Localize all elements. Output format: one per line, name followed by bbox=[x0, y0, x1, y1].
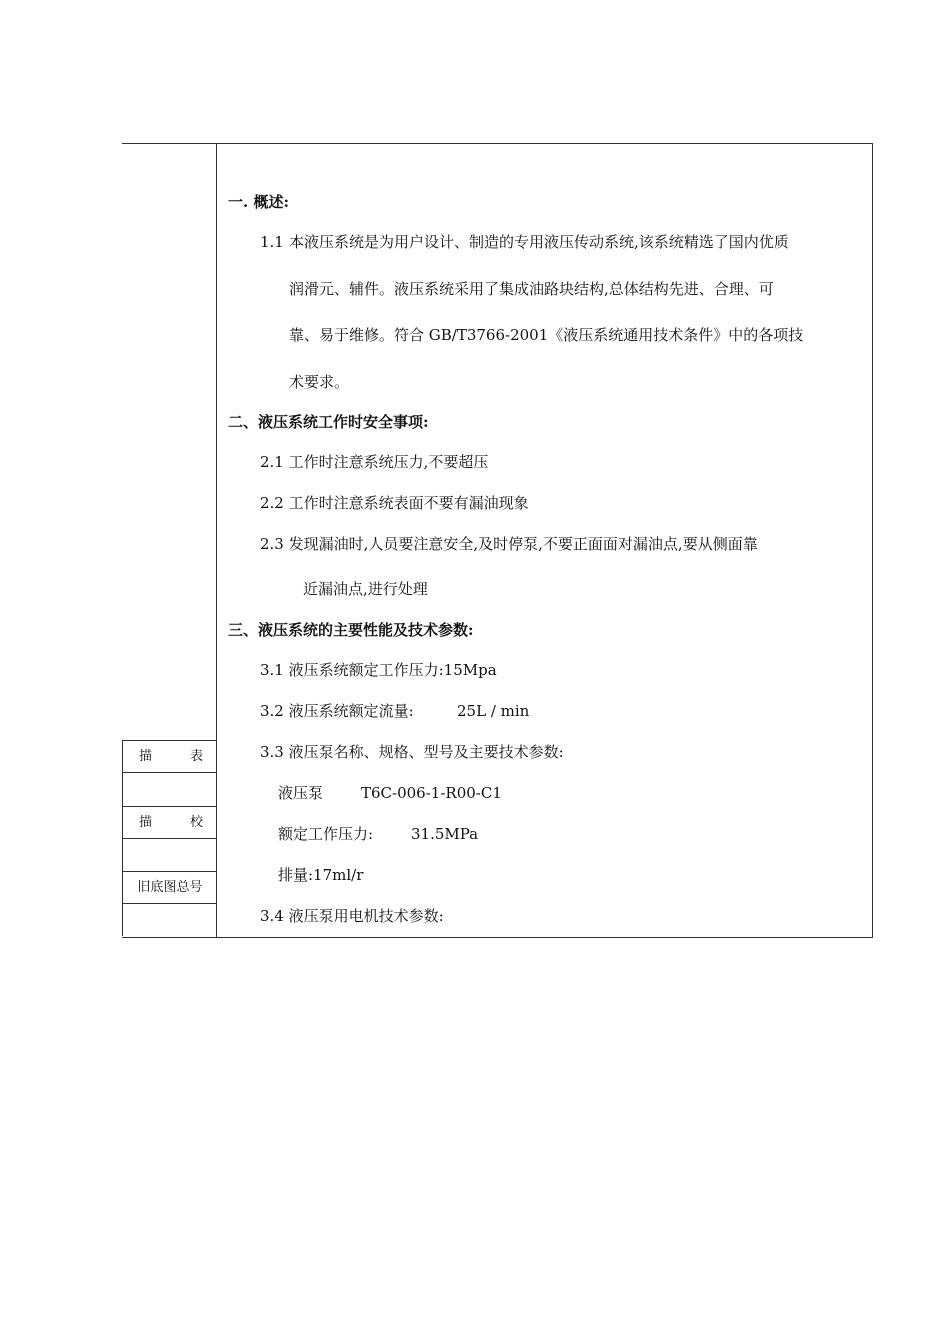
side-cell-old-drawing-no-value bbox=[123, 903, 217, 935]
item-1-1-line-4: 术要求。 bbox=[289, 373, 350, 391]
side-cell-checker: 描 校 bbox=[123, 806, 217, 838]
section-1-heading: 一. 概述: bbox=[228, 193, 289, 211]
pressure-value: 31.5MPa bbox=[411, 825, 479, 843]
side-record-table bbox=[122, 740, 217, 936]
item-1-1-line-2: 润滑元、辅件。液压系统采用了集成油路块结构,总体结构先进、合理、可 bbox=[289, 280, 774, 298]
item-2-1: 2.1 工作时注意系统压力,不要超压 bbox=[260, 453, 489, 471]
item-3-3: 3.3 液压泵名称、规格、型号及主要技术参数: bbox=[260, 743, 564, 761]
item-3-1: 3.1 液压系统额定工作压力:15Mpa bbox=[260, 661, 497, 679]
section-2-heading: 二、液压系统工作时安全事项: bbox=[228, 413, 429, 431]
item-1-1-line-1: 本液压系统是为用户设计、制造的专用液压传动系统,该系统精选了国内优质 bbox=[289, 233, 789, 251]
pressure-label: 额定工作压力: bbox=[278, 825, 374, 843]
item-1-1-line-3: 靠、易于维修。符合 GB/T3766-2001《液压系统通用技术条件》中的各项技 bbox=[289, 326, 804, 344]
displacement: 排量:17ml/r bbox=[278, 866, 364, 884]
item-2-2: 2.2 工作时注意系统表面不要有漏油现象 bbox=[260, 494, 529, 512]
side-cell-tracer: 描 表 bbox=[123, 740, 217, 772]
section-3-heading: 三、液压系统的主要性能及技术参数: bbox=[228, 621, 474, 639]
item-3-4: 3.4 液压泵用电机技术参数: bbox=[260, 907, 444, 925]
pump-label: 液压泵 bbox=[278, 784, 324, 802]
side-cell-tracer-value bbox=[123, 772, 217, 804]
item-2-3-line-2: 近漏油点,进行处理 bbox=[303, 580, 428, 598]
item-3-2-value: 25L / min bbox=[457, 702, 530, 720]
item-3-2-label: 3.2 液压系统额定流量: bbox=[260, 702, 414, 720]
pump-model: T6C-006-1-R00-C1 bbox=[361, 784, 502, 802]
item-2-3-line-1: 2.3 发现漏油时,人员要注意安全,及时停泵,不要正面面对漏油点,要从侧面靠 bbox=[260, 535, 758, 553]
side-cell-old-drawing-no: 旧底图总号 bbox=[123, 871, 217, 903]
item-1-1-label: 1.1 bbox=[260, 233, 284, 251]
side-cell-checker-value bbox=[123, 838, 217, 870]
